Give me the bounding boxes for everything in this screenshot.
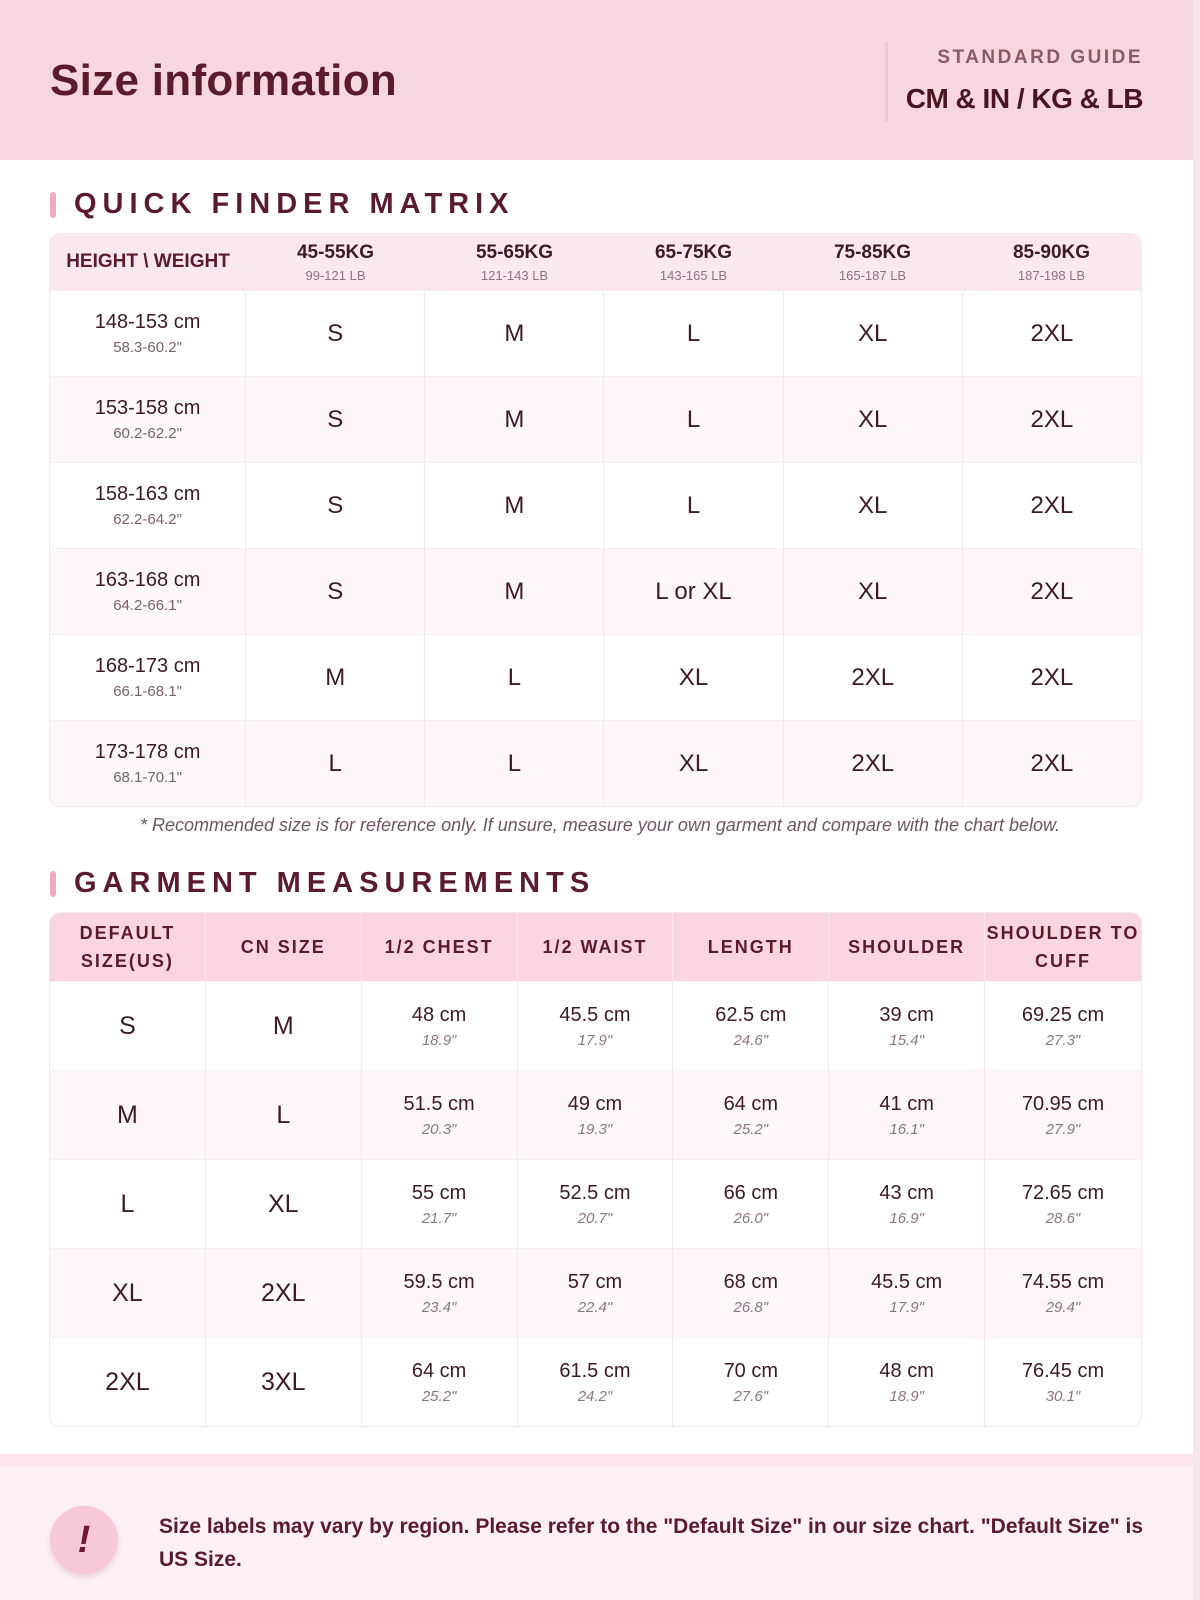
measurement-cell [985,1338,1141,1426]
matrix-header-row [50,234,1141,290]
measurement-cell [985,1071,1141,1159]
measurement-cm: 52.5 cm [559,1181,631,1204]
measurement-cell [829,1249,985,1337]
size-cell: 2XL [1030,405,1074,433]
measurement-in: 17.9" [577,1031,613,1049]
measurement-cm: 43 cm [879,1181,934,1204]
header-divider [885,42,888,122]
size-cell: 2XL [1030,749,1074,777]
measurement-cell [518,1071,674,1159]
measurement-in: 24.6" [733,1031,769,1049]
measurements-body [50,981,1141,1426]
matrix-row [50,634,1141,720]
size-cell: S [246,377,425,462]
measurement-cm: 45.5 cm [871,1270,943,1293]
measurement-cm: 57 cm [567,1270,623,1293]
us-size: M [117,1100,138,1129]
cn-size: 2XL [261,1278,306,1307]
measurement-in: 24.2" [577,1387,613,1405]
quick-finder-table [50,234,1141,806]
measurement-in: 27.9" [1045,1120,1081,1138]
measurement-cell [362,982,518,1070]
us-size: 2XL [105,1367,150,1396]
measurement-cm: 64 cm [411,1359,467,1382]
measurement-cm: 70.95 cm [1021,1092,1105,1115]
weight-col-2 [604,234,783,290]
measurement-in: 17.9" [889,1298,924,1316]
weight-col-1 [425,234,604,290]
measurement-cell [673,1338,829,1426]
size-cell: 2XL [1030,491,1074,519]
measurement-in: 18.9" [889,1387,924,1405]
measurement-cell [518,1160,674,1248]
measurement-in: 25.2" [733,1120,769,1138]
matrix-row [50,462,1141,548]
weight-col-0 [246,234,425,290]
reference-note: * Recommended size is for reference only. If unsure, measure your own garment and compare with the chart below. [139,815,1061,835]
measurement-in: 21.7" [421,1209,457,1227]
measurement-in: 25.2" [421,1387,457,1405]
measurements-column-header: DEFAULT SIZE(US) [50,913,206,981]
size-cell: XL [604,635,783,720]
footer-notice [0,1454,1193,1600]
size-cell: XL [604,721,783,806]
size-cell: XL [784,291,963,376]
weight-kg: 65-75KG [654,241,733,263]
measurement-in: 20.7" [577,1209,613,1227]
section-accent-bar [50,871,56,897]
measurement-cm: 68 cm [723,1270,779,1293]
measurements-column-header: SHOULDER [829,913,985,981]
guide-label: STANDARD GUIDE [937,47,1143,68]
weight-lb: 99-121 LB [305,267,366,283]
measurement-cell [985,1160,1141,1248]
page-title: Size information [50,56,398,105]
us-size: XL [112,1278,143,1307]
measurement-cm: 51.5 cm [403,1092,475,1115]
size-cell: 2XL [1030,577,1074,605]
height-in: 60.2-62.2" [113,425,182,442]
size-cell: L [425,635,604,720]
measurements-header-row [50,913,1141,981]
size-cell: XL [784,463,963,548]
height-cm: 168-173 cm [94,655,201,677]
weight-lb: 165-187 LB [838,267,907,283]
measurement-cm: 55 cm [411,1181,467,1204]
measurement-in: 29.4" [1045,1298,1081,1316]
height-cell [50,549,246,634]
us-size-cell [50,1071,206,1159]
measurement-in: 26.0" [733,1209,769,1227]
matrix-row [50,290,1141,376]
measurement-cm: 69.25 cm [1021,1003,1105,1026]
us-size-cell [50,982,206,1070]
measurements-row [50,1070,1141,1159]
size-cell: M [246,635,425,720]
weight-col-3 [783,234,962,290]
quick-finder-title: QUICK FINDER MATRIX [74,188,515,220]
measurement-cm: 76.45 cm [1021,1359,1105,1382]
measurement-in: 19.3" [577,1120,613,1138]
measurement-in: 26.8" [733,1298,769,1316]
measurements-row [50,981,1141,1070]
height-cell [50,291,246,376]
cn-size-cell [206,1249,362,1337]
size-cell: S [246,291,425,376]
measurement-in: 15.4" [889,1031,924,1049]
height-in: 62.2-64.2" [113,511,182,528]
measurements-column-header: CN SIZE [206,913,362,981]
footer-text: Size labels may vary by region. Please refer to the "Default Size" in our size chart. "Default Size" is US Size. [159,1515,1143,1571]
size-cell: 2XL [1030,319,1074,347]
height-cell [50,635,246,720]
measurement-in: 20.3" [421,1120,457,1138]
measurement-cell [362,1338,518,1426]
size-cell: L [604,377,783,462]
measurement-cm: 39 cm [879,1003,934,1026]
measurement-cell [829,1160,985,1248]
weight-lb: 187-198 LB [1017,267,1086,283]
height-cm: 153-158 cm [94,397,201,419]
weight-kg: 45-55KG [296,241,375,263]
cn-size-cell [206,1071,362,1159]
size-cell: 2XL [784,635,963,720]
size-cell: 2XL [784,721,963,806]
measurement-cell [829,1071,985,1159]
measurement-in: 22.4" [577,1298,613,1316]
size-cell: M [425,463,604,548]
height-cell [50,721,246,806]
weight-col-4 [962,234,1141,290]
height-weight-corner: HEIGHT \ WEIGHT [66,251,230,272]
measurement-cm: 64 cm [723,1092,779,1115]
measurement-in: 27.3" [1045,1031,1081,1049]
height-cm: 173-178 cm [94,741,201,763]
measurement-cm: 49 cm [567,1092,623,1115]
cn-size-cell [206,1338,362,1426]
height-cm: 148-153 cm [94,311,201,333]
size-cell: L [604,463,783,548]
size-cell: M [425,377,604,462]
measurements-column-header: 1/2 WAIST [518,913,674,981]
weight-kg: 55-65KG [475,241,554,263]
measurements-row [50,1248,1141,1337]
height-cm: 158-163 cm [94,483,201,505]
measurement-cm: 70 cm [723,1359,779,1382]
height-in: 68.1-70.1" [113,769,182,786]
height-cm: 163-168 cm [94,569,201,591]
exclamation-icon: ! [50,1506,118,1574]
measurement-cell [673,1071,829,1159]
cn-size-cell [206,1160,362,1248]
measurement-cm: 59.5 cm [403,1270,475,1293]
height-in: 64.2-66.1" [113,597,182,614]
measurement-cell [518,982,674,1070]
measurements-row [50,1337,1141,1426]
us-size: L [120,1189,135,1218]
measurements-row [50,1159,1141,1248]
measurements-column-header: LENGTH [673,913,829,981]
matrix-row [50,720,1141,806]
measurement-cell [362,1160,518,1248]
cn-size: L [276,1100,291,1129]
us-size-cell [50,1338,206,1426]
page-header [0,0,1193,160]
measurement-in: 23.4" [421,1298,457,1316]
garment-measurements-table [50,913,1141,1426]
size-cell: S [246,549,425,634]
units-label: CM & IN / KG & LB [905,83,1143,114]
measurement-cell [518,1338,674,1426]
measurement-cell [673,982,829,1070]
quick-finder-heading [50,188,515,221]
measurement-cell [362,1071,518,1159]
measurement-cm: 72.65 cm [1021,1181,1105,1204]
measurement-cm: 41 cm [879,1092,934,1115]
size-cell: L or XL [604,549,783,634]
measurement-in: 27.6" [733,1387,769,1405]
measurement-cm: 62.5 cm [715,1003,787,1026]
measurement-in: 18.9" [421,1031,457,1049]
measurement-cm: 74.55 cm [1021,1270,1105,1293]
measurement-cell [829,982,985,1070]
measurement-cell [673,1249,829,1337]
section-accent-bar [50,192,56,218]
measurement-in: 28.6" [1045,1209,1081,1227]
height-cell [50,377,246,462]
measurement-cell [985,1249,1141,1337]
measurement-cm: 48 cm [411,1003,467,1026]
measurement-in: 16.1" [889,1120,924,1138]
weight-lb: 143-165 LB [659,267,728,283]
size-cell: XL [784,377,963,462]
measurement-in: 30.1" [1045,1387,1081,1405]
measurement-cm: 61.5 cm [559,1359,631,1382]
height-cell [50,463,246,548]
measurement-cell [362,1249,518,1337]
matrix-body [50,290,1141,806]
cn-size: M [272,1011,294,1040]
weight-kg: 75-85KG [833,241,912,263]
size-cell: L [425,721,604,806]
measurement-cell [985,982,1141,1070]
height-in: 58.3-60.2" [113,339,182,356]
measurement-cell [518,1249,674,1337]
matrix-row [50,548,1141,634]
size-cell: S [246,463,425,548]
measurement-in: 16.9" [889,1209,924,1227]
measurement-cm: 48 cm [879,1359,934,1382]
matrix-row [50,376,1141,462]
cn-size: 3XL [261,1367,306,1396]
us-size-cell [50,1249,206,1337]
us-size-cell [50,1160,206,1248]
weight-kg: 85-90KG [1012,241,1091,263]
measurements-heading [50,867,595,900]
measurement-cm: 45.5 cm [559,1003,631,1026]
measurements-column-header: 1/2 CHEST [362,913,518,981]
measurements-column-header: SHOULDER TO CUFF [986,923,1140,971]
cn-size-cell [206,982,362,1070]
size-cell: M [425,291,604,376]
measurement-cell [829,1338,985,1426]
size-cell: M [425,549,604,634]
size-cell: L [604,291,783,376]
measurement-cm: 66 cm [723,1181,779,1204]
size-cell: L [246,721,425,806]
measurement-cell [673,1160,829,1248]
us-size: S [119,1011,136,1040]
cn-size: XL [267,1189,299,1218]
weight-lb: 121-143 LB [480,267,549,283]
measurements-title: GARMENT MEASUREMENTS [74,867,596,899]
size-cell: 2XL [1030,663,1074,691]
size-cell: XL [784,549,963,634]
height-in: 66.1-68.1" [113,683,182,700]
